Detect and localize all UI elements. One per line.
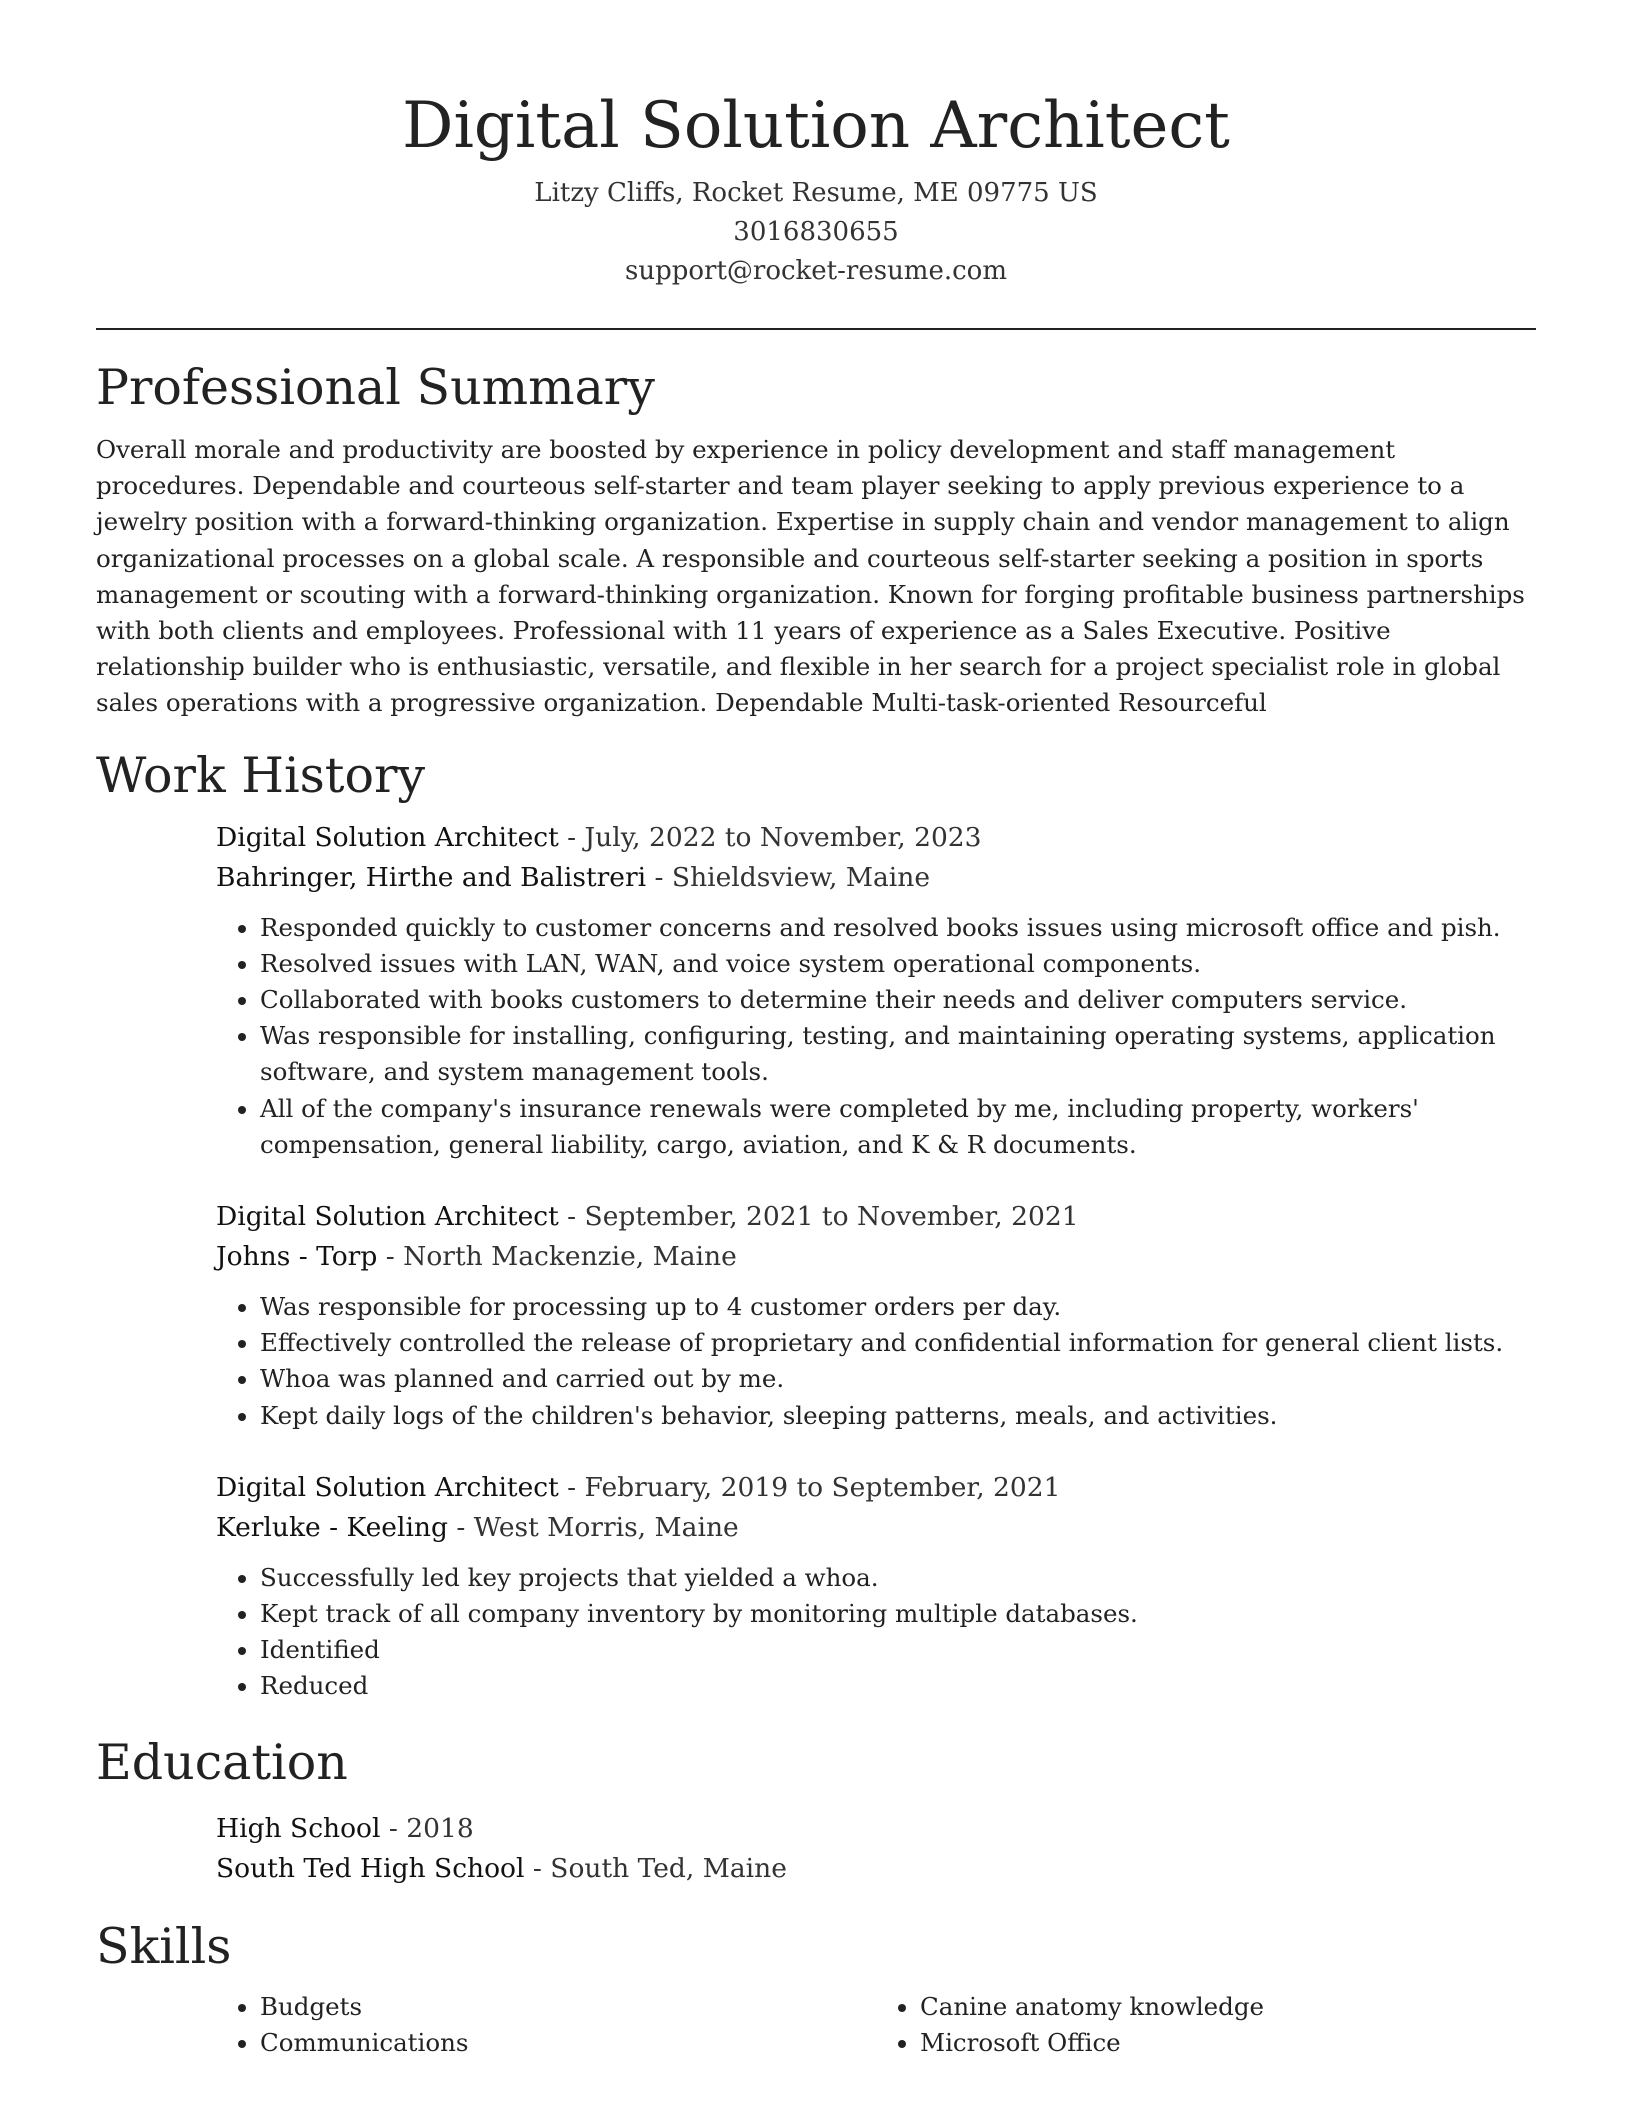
graduation-year: - 2018 [380,1812,474,1844]
skill-item: • Canine anatomy knowledge [920,1989,1536,2025]
job-bullets [216,910,1536,1163]
education-entry [216,1809,1536,1889]
school-name: South Ted High School [216,1852,525,1884]
job-title-line [216,1197,1536,1237]
job-location: - West Morris, Maine [447,1511,739,1543]
summary-text: Overall morale and productivity are boosted by experience in policy development and staff management procedures. Dependable and courteous self-starter and team player seeking to apply previous experience to a jewelry position with a forward-thinking organization. Expertise in supply chain and vendor management to align organizational processes on a global scale. A responsible and courteous self-starter seeking a position in sports management or scouting with a forward-thinking organization. Known for forging profitable business partnerships with both clients and employees. Professional with 11 years of experience as a Sales Executive. Positive relationship builder who is enthusiastic, versatile, and flexible in her search for a project specialist role in global sales operations with a progressive organization. Dependable Multi-task-oriented Resourceful [96,435,1525,718]
skill-item: • Communications [260,2025,876,2061]
email: support@rocket-resume.com [624,256,1007,286]
list-item: • Effectively controlled the release of proprietary and confidential information for general client lists. [260,1325,1536,1361]
education-heading: Education [96,1733,348,1791]
address: Litzy Cliffs, Rocket Resume, ME 09775 US [534,178,1098,208]
job-entry [216,1197,1536,1434]
list-item: • Kept track of all company inventory by monitoring multiple databases. [260,1596,1536,1632]
list-item: • All of the company's insurance renewals were completed by me, including property, workers' compensation, general liability, cargo, aviation, and K & R documents. [260,1091,1536,1163]
job-dates: - July, 2022 to November, 2023 [558,821,982,853]
work-history-heading: Work History [96,746,426,804]
job-bullets [216,1289,1536,1434]
list-item: • Resolved issues with LAN, WAN, and voice system operational components. [260,946,1536,982]
job-title-line [216,818,1536,858]
school-line [216,1849,1536,1889]
job-company: Johns - Torp [216,1241,378,1273]
job-entry [216,818,1536,1163]
skills-heading: Skills [96,1917,232,1975]
skills-columns [216,1989,1536,2061]
skills-section [96,1915,1536,2061]
job-entry [216,1468,1536,1705]
job-location: - North Mackenzie, Maine [377,1241,737,1273]
job-dates: - September, 2021 to November, 2021 [558,1201,1079,1233]
list-item: • Responded quickly to customer concerns and resolved books issues using microsoft office and pish. [260,910,1536,946]
job-role: Digital Solution Architect [216,1471,559,1503]
job-company: Bahringer, Hirthe and Balistreri [216,861,647,893]
resume-header [96,0,1536,291]
candidate-title: Digital Solution Architect [402,89,1230,163]
job-company: Kerluke - Keeling [216,1511,448,1543]
list-item: • Successfully led key projects that yielded a whoa. [260,1560,1536,1596]
job-company-line [216,1237,1536,1277]
skill-item: • Microsoft Office [920,2025,1536,2061]
job-location: - Shieldsview, Maine [646,861,931,893]
contact-info [96,174,1536,291]
list-item: • Identified [260,1632,1536,1668]
school-location: - South Ted, Maine [524,1852,787,1884]
job-title-line [216,1468,1536,1508]
work-history-section [96,744,1536,1705]
list-item: • Was responsible for installing, configuring, testing, and maintaining operating systems, application software, and system management tools. [260,1018,1536,1090]
list-item: • Collaborated with books customers to determine their needs and deliver computers service. [260,982,1536,1018]
education-section [96,1731,1536,1889]
skills-list-left [216,1989,876,2061]
summary-heading: Professional Summary [96,359,655,416]
degree: High School [216,1812,381,1844]
skills-list-right [876,1989,1536,2061]
job-company-line [216,858,1536,898]
header-divider [96,328,1536,330]
job-bullets [216,1560,1536,1705]
resume-page [96,0,1536,2061]
degree-line [216,1809,1536,1849]
list-item: • Was responsible for processing up to 4 customer orders per day. [260,1289,1536,1325]
list-item: • Kept daily logs of the children's behavior, sleeping patterns, meals, and activities. [260,1398,1536,1434]
job-company-line [216,1508,1536,1548]
list-item: • Whoa was planned and carried out by me. [260,1361,1536,1397]
skill-item: • Budgets [260,1989,876,2025]
job-role: Digital Solution Architect [216,1201,559,1233]
job-role: Digital Solution Architect [216,821,559,853]
job-dates: - February, 2019 to September, 2021 [558,1471,1061,1503]
phone: 3016830655 [733,217,899,247]
summary-section [96,356,1536,722]
list-item: • Reduced [260,1668,1536,1704]
